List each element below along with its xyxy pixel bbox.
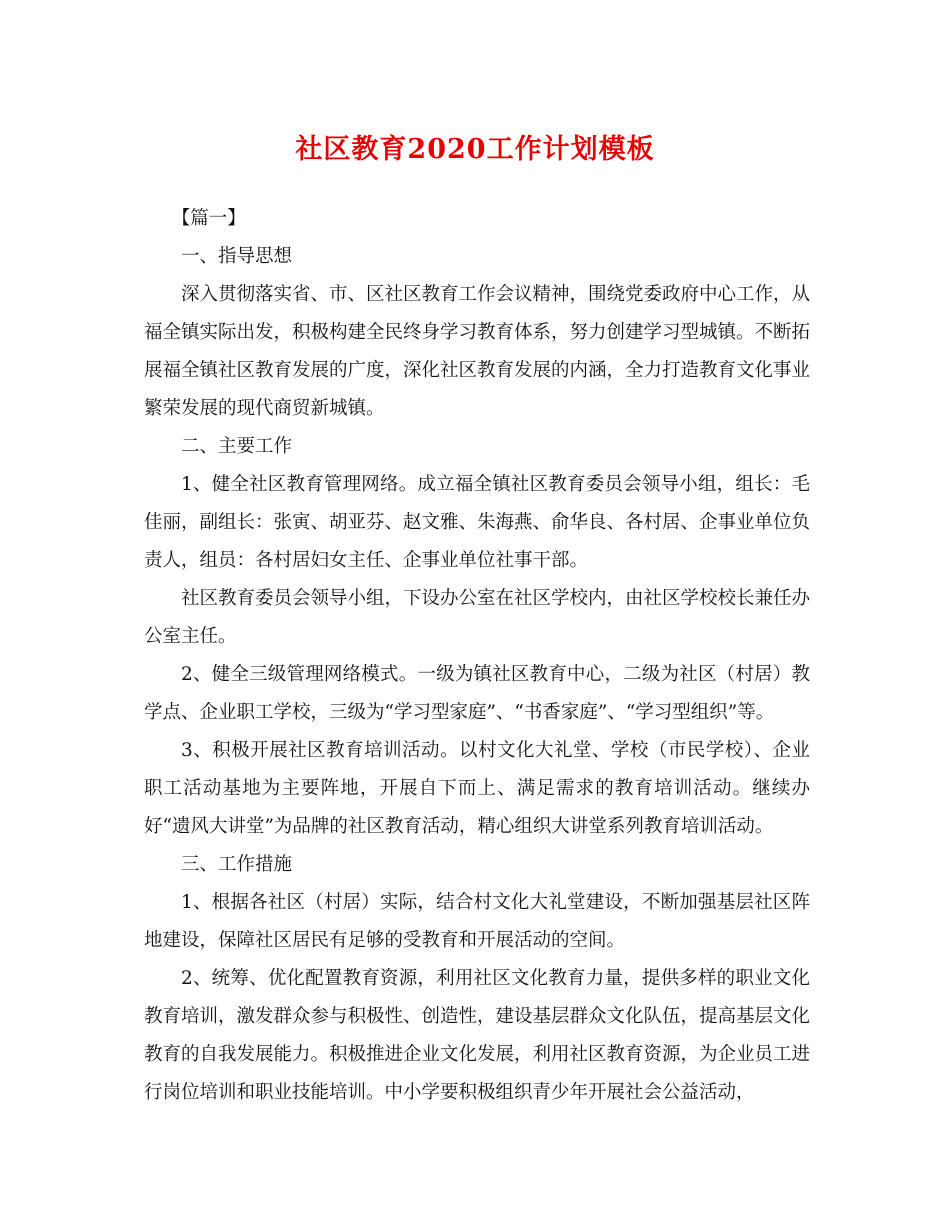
section-heading-measures: 三、工作措施 [181,854,293,875]
paragraph-main-work-2: 2、健全三级管理网络模式。一级为镇社区教育中心，二级为社区（村居）教学点、企业职工学校，三级为“学习型家庭”、“书香家庭”、“学习型组织”等。 [144,664,810,723]
paragraph-measures-2: 2、统筹、优化配置教育资源，利用社区文化教育力量，提供多样的职业文化教育培训，激发群众参与积极性、创造性，建设基层群众文化队伍，提高基层文化教育的自我发展能力。积极推进企业文化发展，利用社区教育资源，为企业员工进行岗位培训和职业技能培训。中小学要积极组织青少年开展社会公益活动， [144,968,811,1103]
paragraph-guiding-ideology: 深入贯彻落实省、市、区社区教育工作会议精神，围绕党委政府中心工作，从福全镇实际出发，积极构建全民终身学习教育体系，努力创建学习型城镇。不断拓展福全镇社区教育发展的广度，深化社区教育发展的内涵，全力打造教育文化事业繁荣发展的现代商贸新城镇。 [144,284,811,419]
paragraph-measures-1: 1、根据各社区（村居）实际，结合村文化大礼堂建设，不断加强基层社区阵地建设，保障社区居民有足够的受教育和开展活动的空间。 [144,892,810,951]
document-body [144,200,810,1112]
section-heading-guiding-ideology: 一、指导思想 [181,246,293,267]
part-label: 【篇一】 [171,208,246,229]
section-heading-main-work: 二、主要工作 [181,436,293,457]
paragraph-main-work-3: 3、积极开展社区教育培训活动。以村文化大礼堂、学校（市民学校）、企业职工活动基地为主要阵地，开展自下而上、满足需求的教育培训活动。继续办好“遗风大讲堂”为品牌的社区教育活动，精心组织大讲堂系列教育培训活动。 [144,740,810,837]
document-title: 社区教育2020工作计划模板 [295,134,655,165]
paragraph-main-work-office: 社区教育委员会领导小组，下设办公室在社区学校内，由社区学校校长兼任办公室主任。 [144,588,811,647]
paragraph-main-work-1: 1、健全社区教育管理网络。成立福全镇社区教育委员会领导小组，组长：毛佳丽，副组长：张寅、胡亚芬、赵文雅、朱海燕、俞华良、各村居、企事业单位负责人，组员：各村居妇女主任、企事业单位社事干部。 [144,474,811,571]
